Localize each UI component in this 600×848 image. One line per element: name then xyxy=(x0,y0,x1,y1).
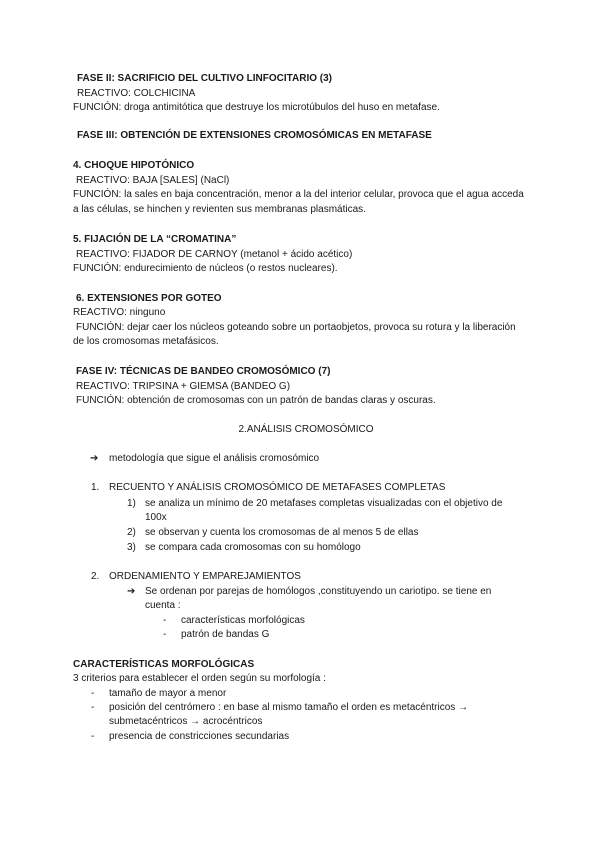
fijacion-title: 5. FIJACIÓN DE LA “CROMATINA” xyxy=(73,234,237,245)
fase4-reactivo: REACTIVO: TRIPSINA + GIEMSA (BANDEO G) xyxy=(76,381,291,392)
item1-sub2-number: 2) xyxy=(127,527,136,538)
item1-sub1-text-line2: 100x xyxy=(145,512,167,523)
analisis-arrow-item: metodología que sigue el análisis cromosómico xyxy=(109,453,320,464)
morfo-dash-icon-1: - xyxy=(91,688,95,699)
item1-title: RECUENTO Y ANÁLISIS CROMOSÓMICO DE METAFASES COMPLETAS xyxy=(109,482,446,493)
goteo-funcion-line2: de los cromosomas metafásicos. xyxy=(73,336,219,347)
arrow-bullet-icon: ➔ xyxy=(90,453,99,464)
item2-arrow-text-line2: cuenta : xyxy=(145,600,181,611)
item2-dash-item-2: patrón de bandas G xyxy=(181,629,270,640)
dash-bullet-icon-2: - xyxy=(163,629,167,640)
fase3-title: FASE III: OBTENCIÓN DE EXTENSIONES CROMOSÓMICAS EN METAFASE xyxy=(77,130,432,141)
goteo-title: 6. EXTENSIONES POR GOTEO xyxy=(76,293,222,304)
choque-title: 4. CHOQUE HIPOTÓNICO xyxy=(73,160,195,171)
choque-funcion-line2: a las células, se hinchen y revienten sus membranas plasmáticas. xyxy=(73,204,366,215)
fijacion-reactivo: REACTIVO: FIJADOR DE CARNOY (metanol + ácido acético) xyxy=(76,249,353,260)
item1-sub1-text-line1: se analiza un mínimo de 20 metafases completas visualizadas con el objetivo de xyxy=(145,498,503,509)
fase2-title: FASE II: SACRIFICIO DEL CULTIVO LINFOCITARIO (3) xyxy=(77,73,332,84)
fase4-funcion: FUNCIÓN: obtención de cromosomas con un patrón de bandas claras y oscuras. xyxy=(76,395,436,406)
fijacion-funcion: FUNCIÓN: endurecimiento de núcleos (o restos nucleares). xyxy=(73,263,338,274)
morfo-intro: 3 criterios para establecer el orden según su morfología : xyxy=(73,673,326,684)
choque-reactivo: REACTIVO: BAJA [SALES] (NaCl) xyxy=(76,175,230,186)
analisis-heading: 2.ANÁLISIS CROMOSÓMICO xyxy=(238,424,374,435)
fase2-funcion: FUNCIÓN: droga antimitótica que destruye los microtúbulos del huso en metafase. xyxy=(73,102,440,113)
item1-sub3-number: 3) xyxy=(127,542,136,553)
item1-sub1-number: 1) xyxy=(127,498,136,509)
morfo-item-2-line1: posición del centrómero : en base al mismo tamaño el orden es metacéntricos → xyxy=(109,702,469,713)
item2-number: 2. xyxy=(91,571,100,582)
item2-arrow-text-line1: Se ordenan por parejas de homólogos ,constituyendo un cariotipo. se tiene en xyxy=(145,586,492,597)
fase4-title: FASE IV: TÉCNICAS DE BANDEO CROMOSÓMICO (7) xyxy=(76,366,331,377)
arrow-bullet-icon-2: ➔ xyxy=(127,586,136,597)
goteo-funcion-line1: FUNCIÓN: dejar caer los núcleos goteando sobre un portaobjetos, provoca su rotura y la liberación xyxy=(76,322,516,333)
goteo-reactivo: REACTIVO: ninguno xyxy=(73,307,166,318)
morfo-item-1: tamaño de mayor a menor xyxy=(109,688,227,699)
morfo-dash-icon-3: - xyxy=(91,731,95,742)
morfo-dash-icon-2: - xyxy=(91,702,95,713)
dash-bullet-icon: - xyxy=(163,615,167,626)
item1-sub2-text: se observan y cuenta los cromosomas de al menos 5 de ellas xyxy=(145,527,419,538)
fase2-reactivo: REACTIVO: COLCHICINA xyxy=(77,88,196,99)
morfo-heading: CARACTERÍSTICAS MORFOLÓGICAS xyxy=(73,659,255,670)
choque-funcion-line1: FUNCIÓN: la sales en baja concentración, menor a la del interior celular, provoca que el agua acceda xyxy=(73,189,524,200)
item2-title: ORDENAMIENTO Y EMPAREJAMIENTOS xyxy=(109,571,301,582)
item1-number: 1. xyxy=(91,482,100,493)
morfo-item-3: presencia de constricciones secundarias xyxy=(109,731,290,742)
item2-dash-item-1: características morfológicas xyxy=(181,615,305,626)
item1-sub3-text: se compara cada cromosomas con su homólogo xyxy=(145,542,361,553)
morfo-item-2-line2: submetacéntricos → acrocéntricos xyxy=(109,716,263,727)
